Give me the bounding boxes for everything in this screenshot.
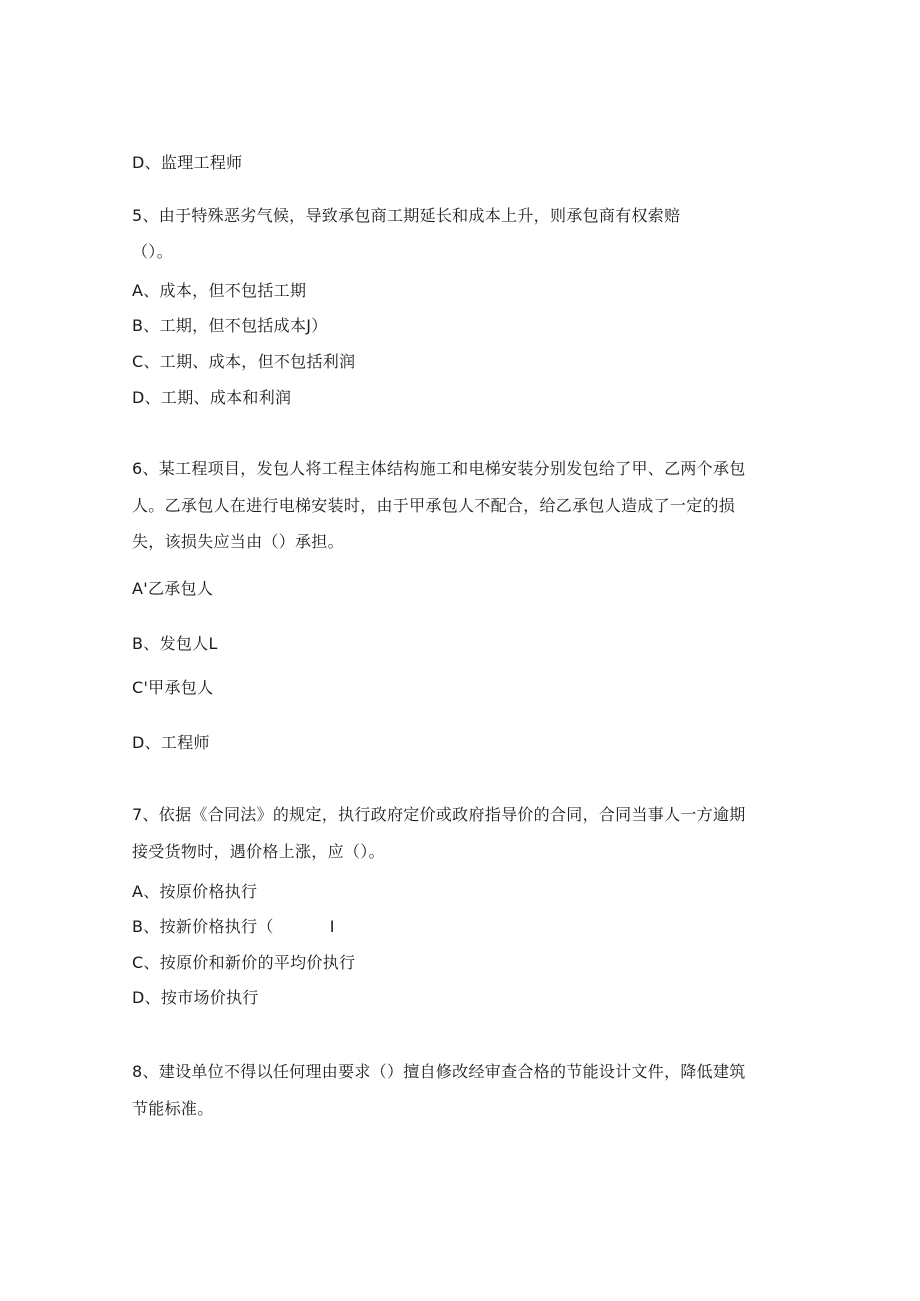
q7-stem-line-2: 接受货物时，遇价格上涨，应（）。 bbox=[132, 842, 385, 861]
q7-option-d: D、按市场价执行 bbox=[132, 988, 259, 1007]
q6-option-c: C'甲承包人 bbox=[132, 678, 214, 697]
q7-stem-line-1: 7、依据《合同法》的规定，执行政府定价或政府指导价的合同，合同当事人一方逾期 bbox=[132, 805, 746, 824]
q5-stem-line-2: （）。 bbox=[132, 242, 173, 261]
q5-option-d: D、工期、成本和利润 bbox=[132, 388, 292, 407]
q6-option-d: D、工程师 bbox=[132, 733, 210, 752]
q6-option-b: B、发包人L bbox=[132, 634, 218, 653]
q5-option-b: B、工期，但不包括成本J） bbox=[132, 316, 328, 335]
q5-option-c: C、工期、成本，但不包括利润 bbox=[132, 352, 356, 371]
q8-stem-line-2: 节能标准。 bbox=[132, 1099, 214, 1118]
q6-stem-line-1: 6、某工程项目，发包人将工程主体结构施工和电梯安装分别发包给了甲、乙两个承包 bbox=[132, 459, 746, 478]
q6-option-a: A'乙承包人 bbox=[132, 579, 214, 598]
q7-option-b bbox=[132, 917, 335, 937]
q7-option-a: A、按原价格执行 bbox=[132, 882, 258, 901]
q6-stem-line-3: 失，该损失应当由（）承担。 bbox=[132, 532, 344, 551]
q8-stem-line-1: 8、建设单位不得以任何理由要求（）擅自修改经审查合格的节能设计文件，降低建筑 bbox=[132, 1062, 746, 1081]
q7-option-b-mark: I bbox=[329, 917, 335, 936]
q6-stem-line-2: 人。乙承包人在进行电梯安装时，由于甲承包人不配合，给乙承包人造成了一定的损 bbox=[132, 496, 736, 515]
q7-option-c: C、按原价和新价的平均价执行 bbox=[132, 953, 356, 972]
q4-option-d: D、监理工程师 bbox=[132, 153, 243, 172]
q7-option-b-text: B、按新价格执行（ bbox=[132, 917, 274, 936]
q5-option-a: A、成本，但不包括工期 bbox=[132, 281, 307, 300]
q5-stem-line-1: 5、由于特殊恶劣气候，导致承包商工期延长和成本上升，则承包商有权索赔 bbox=[132, 206, 681, 225]
